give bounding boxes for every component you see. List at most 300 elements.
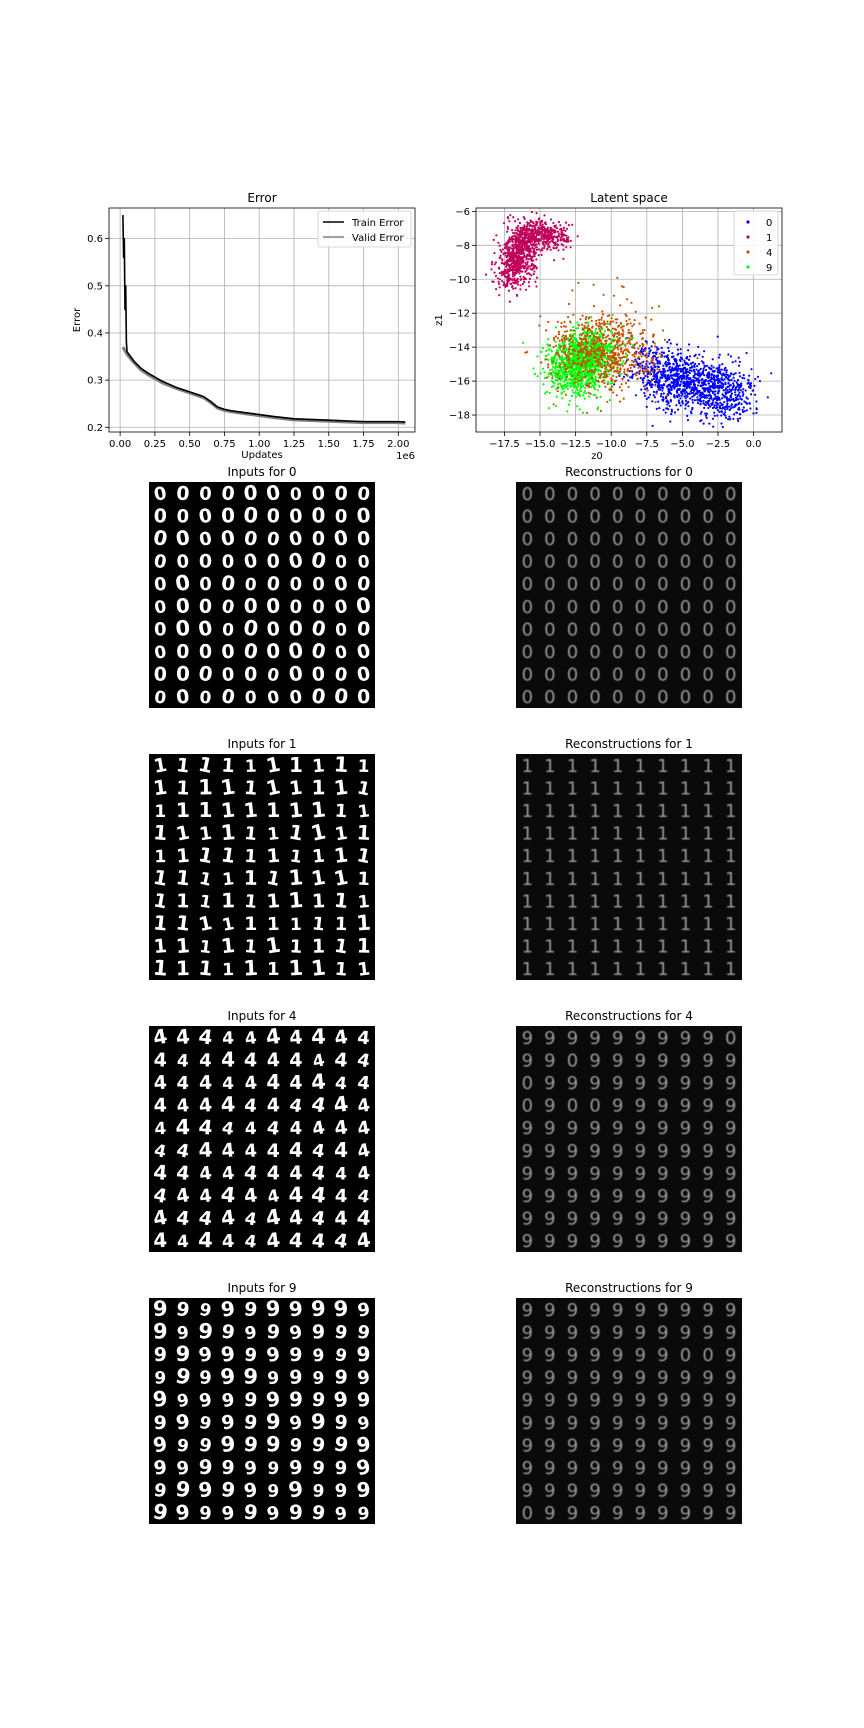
latent-point-0 [721,363,723,365]
latent-point-0 [718,411,720,413]
input-digit: 0 [176,640,190,664]
reconstructed-digit: 0 [657,574,669,596]
latent-point-1 [523,233,525,235]
input-digit: 4 [243,1049,258,1072]
latent-point-1 [524,218,526,220]
latent-point-1 [555,225,557,227]
reconstructed-digit: 0 [611,574,624,596]
latent-point-4 [540,361,542,363]
latent-point-1 [528,281,530,283]
latent-point-0 [742,388,744,390]
latent-point-0 [718,366,720,368]
latent-point-9 [597,389,599,391]
latent-point-1 [507,226,509,228]
latent-point-4 [603,364,605,366]
reconstructed-digit: 9 [679,1027,692,1049]
reconstructed-digit: 1 [611,868,624,890]
latent-point-4 [587,330,589,332]
input-digit: 0 [198,573,213,596]
latent-point-4 [653,334,655,336]
input-digit: 4 [243,1140,258,1163]
reconstructed-digit: 1 [634,823,647,845]
latent-point-4 [585,337,587,339]
latent-point-9 [612,314,614,316]
latent-point-0 [653,391,655,393]
latent-point-4 [561,338,563,340]
latent-point-4 [601,323,603,325]
latent-point-4 [555,352,557,354]
latent-point-4 [650,380,652,382]
latent-point-9 [586,375,588,377]
latent-point-1 [526,229,528,231]
input-digit: 4 [289,1049,303,1072]
latent-point-4 [610,364,612,366]
latent-point-0 [682,375,684,377]
latent-point-1 [517,245,519,247]
latent-point-0 [649,384,651,386]
reconstructed-digit: 0 [544,687,556,709]
latent-point-0 [743,406,745,408]
latent-point-9 [547,354,549,356]
latent-point-9 [572,326,574,328]
input-digit: 4 [335,1164,348,1185]
latent-point-1 [527,241,529,243]
input-digit: 4 [153,1118,167,1140]
input-digit: 1 [309,864,328,891]
latent-point-4 [588,317,590,319]
latent-point-9 [548,407,550,409]
reconstructed-digit: 1 [634,801,647,822]
latent-point-4 [656,368,658,370]
latent-point-1 [538,243,540,245]
latent-point-0 [711,365,713,367]
latent-point-0 [755,412,757,414]
latent-point-0 [684,384,686,386]
latent-point-9 [522,342,524,344]
input-digit: 1 [357,891,371,913]
latent-point-4 [598,381,600,383]
latent-point-4 [587,371,589,373]
reconstructed-digit: 9 [657,1140,669,1162]
latent-point-4 [626,342,628,344]
latent-point-0 [670,342,672,344]
latent-point-4 [594,343,596,345]
latent-point-0 [713,371,715,373]
latent-point-0 [713,412,715,414]
input-digit: 4 [175,1115,191,1140]
latent-point-1 [518,267,520,269]
input-digit: 4 [309,1182,328,1208]
latent-point-4 [563,321,565,323]
latent-point-4 [696,357,698,359]
latent-point-4 [613,371,615,373]
input-digit: 1 [219,797,237,823]
input-digit: 4 [334,1137,349,1162]
input-digit: 1 [334,800,349,823]
latent-point-0 [703,350,705,352]
reconstructed-digit: 1 [702,914,714,935]
latent-point-0 [684,367,686,369]
latent-point-4 [635,364,637,366]
latent-point-0 [689,372,691,374]
input-digit: 1 [151,864,170,891]
input-digit: 0 [152,550,169,574]
panel-title: Reconstructions for 0 [565,465,693,479]
reconstructed-digit: 1 [724,868,737,890]
reconstructed-digit: 0 [702,506,714,528]
latent-point-1 [530,274,532,276]
latent-point-4 [591,332,593,334]
latent-point-0 [720,422,722,424]
latent-point-9 [576,322,578,324]
latent-point-1 [531,263,533,265]
input-digit: 0 [334,620,348,641]
input-digit: 1 [356,820,372,845]
latent-point-1 [554,235,556,237]
latent-point-1 [524,237,526,239]
latent-point-0 [719,364,721,366]
latent-point-4 [599,377,601,379]
latent-point-0 [724,411,726,413]
latent-point-4 [622,351,624,353]
latent-point-4 [630,332,632,334]
reconstructed-digit: 1 [657,936,669,958]
reconstructed-digit: 0 [634,619,647,641]
latent-point-1 [529,254,531,256]
latent-point-0 [694,371,696,373]
latent-point-0 [713,377,715,379]
latent-point-4 [564,351,566,353]
input-digit: 1 [332,934,350,959]
latent-point-1 [564,230,566,232]
latent-point-0 [679,388,681,390]
input-digit: 1 [175,933,191,959]
input-digit: 0 [264,479,282,506]
latent-point-4 [618,371,620,373]
reconstructed-digit: 9 [634,1095,647,1117]
latent-point-4 [633,323,635,325]
latent-point-9 [566,363,568,365]
reconstructed-digit: 0 [657,506,669,528]
reconstructed-digit: 1 [634,891,647,913]
latent-point-1 [557,231,559,233]
latent-point-1 [508,250,510,252]
input-digit: 0 [242,502,260,529]
reconstructed-digit: 9 [521,1118,534,1140]
latent-point-4 [624,373,626,375]
latent-point-9 [588,396,590,398]
latent-point-0 [653,394,655,396]
latent-point-0 [719,399,721,401]
input-digit: 4 [242,1208,259,1231]
input-digit: 1 [242,955,259,981]
latent-point-4 [615,329,617,331]
latent-x-tick-label: −7.5 [634,439,659,450]
latent-point-0 [706,417,708,419]
latent-point-4 [627,350,629,352]
latent-point-0 [735,397,737,399]
reconstructed-digit: 9 [679,1073,692,1094]
input-digit: 4 [151,1183,169,1209]
latent-point-4 [585,356,587,358]
latent-point-4 [650,319,652,321]
latent-point-1 [499,249,501,251]
latent-point-0 [730,384,732,386]
latent-point-1 [519,260,521,262]
latent-point-0 [654,355,656,357]
latent-point-1 [547,239,549,241]
reconstructed-digit: 9 [544,1027,556,1049]
inputs-panel-4 [149,1009,375,1253]
latent-point-0 [700,413,702,415]
latent-point-0 [644,395,646,397]
latent-point-9 [547,348,549,350]
latent-point-4 [585,316,587,318]
latent-point-1 [504,252,506,254]
latent-point-4 [559,366,561,368]
reconstructions-panel-4 [516,1009,742,1252]
latent-point-0 [728,376,730,378]
reconstructed-digit: 0 [544,664,556,686]
latent-point-0 [745,402,747,404]
error-x-tick-label: 1.00 [248,439,271,450]
latent-point-1 [508,274,510,276]
latent-point-1 [520,253,522,255]
latent-point-0 [724,367,726,369]
latent-point-4 [578,357,580,359]
reconstructed-digit: 1 [679,868,692,890]
input-digit: 4 [334,1207,349,1230]
latent-point-9 [561,377,563,379]
input-digit: 4 [221,1028,235,1049]
latent-point-4 [603,334,605,336]
input-digit: 1 [244,756,258,777]
latent-point-0 [695,369,697,371]
latent-point-9 [584,332,586,334]
latent-point-1 [495,288,497,290]
latent-point-1 [509,260,511,262]
reconstructed-digit: 0 [566,642,579,663]
latent-point-4 [623,369,625,371]
reconstructed-digit: 0 [679,551,692,573]
latent-point-1 [512,216,514,218]
latent-legend-marker-0 [746,220,749,223]
latent-point-1 [504,243,506,245]
latent-point-4 [619,368,621,370]
latent-point-0 [733,406,735,408]
latent-point-4 [611,378,613,380]
latent-point-0 [704,390,706,392]
input-digit: 4 [222,1073,235,1095]
latent-point-9 [568,404,570,406]
latent-point-4 [586,352,588,354]
error-x-tick-label: 2.00 [387,439,410,450]
latent-point-0 [702,396,704,398]
latent-point-0 [666,399,668,401]
latent-point-4 [622,335,624,337]
latent-point-0 [680,381,682,383]
latent-point-4 [604,340,606,342]
input-digit: 4 [265,1186,282,1208]
latent-point-0 [676,396,678,398]
reconstructed-digit: 0 [521,642,534,663]
latent-point-1 [498,268,500,270]
latent-point-1 [534,265,536,267]
latent-point-0 [689,355,691,357]
latent-point-0 [739,375,741,377]
input-digit: 4 [310,1161,327,1186]
latent-point-0 [714,394,716,396]
latent-point-0 [686,362,688,364]
reconstructed-digit: 0 [521,506,534,528]
input-digit: 0 [174,685,191,709]
latent-point-0 [674,381,676,383]
reconstructed-digit: 9 [657,1118,669,1140]
input-digit: 1 [220,914,237,936]
input-digit: 1 [311,913,326,936]
input-digit: 0 [356,552,371,574]
latent-point-1 [529,268,531,270]
latent-point-0 [742,391,744,393]
latent-point-1 [543,214,545,216]
reconstructed-digit: 0 [679,664,692,686]
latent-point-1 [548,243,550,245]
latent-point-1 [542,243,544,245]
latent-point-0 [757,376,759,378]
input-digit: 0 [175,661,191,686]
latent-point-1 [538,227,540,229]
latent-x-tick-label: 0.0 [745,439,762,450]
latent-point-1 [508,290,510,292]
latent-point-0 [697,402,699,404]
reconstructed-digit: 1 [702,755,714,777]
latent-point-0 [696,396,698,398]
latent-point-4 [606,326,608,328]
latent-point-0 [767,396,769,398]
latent-point-4 [615,318,617,320]
reconstructed-digit: 9 [702,1027,714,1049]
input-digit: 4 [152,1227,168,1253]
latent-point-4 [646,353,648,355]
latent-point-0 [672,368,674,370]
latent-point-1 [529,278,531,280]
input-digit: 4 [309,1069,327,1095]
reconstructed-digit: 0 [679,529,692,550]
latent-point-4 [646,389,648,391]
input-digit: 0 [220,640,236,664]
latent-point-0 [681,400,683,402]
input-digit: 4 [288,1137,304,1163]
latent-point-0 [705,415,707,417]
input-digit: 1 [355,777,372,801]
reconstructed-digit: 0 [634,642,647,663]
latent-point-0 [725,371,727,373]
latent-point-0 [730,394,732,396]
latent-point-0 [700,400,702,402]
input-digit: 4 [266,1094,281,1117]
latent-point-4 [564,339,566,341]
latent-point-0 [663,392,665,394]
reconstructed-digit: 0 [611,506,624,528]
latent-point-0 [666,386,668,388]
reconstructed-digit: 1 [634,778,647,800]
latent-point-1 [499,245,501,247]
valid-error-legend-label: Valid Error [352,233,404,244]
input-digit: 1 [311,755,326,778]
latent-point-1 [550,249,552,251]
latent-point-0 [717,336,719,338]
latent-point-1 [553,259,555,261]
latent-point-9 [557,383,559,385]
latent-point-4 [590,353,592,355]
latent-point-1 [536,232,538,234]
latent-point-9 [591,384,593,386]
reconstructed-digit: 1 [679,801,692,822]
latent-point-4 [601,310,603,312]
latent-point-0 [665,407,667,409]
latent-point-4 [603,320,605,322]
latent-point-0 [661,389,663,391]
latent-point-0 [739,395,741,397]
latent-point-1 [523,253,525,255]
input-digit: 1 [219,820,237,846]
latent-point-0 [690,362,692,364]
reconstructed-digit: 0 [521,596,534,618]
latent-point-9 [590,357,592,359]
latent-point-1 [566,228,568,230]
input-digit: 4 [333,1116,350,1141]
latent-point-9 [544,377,546,379]
latent-point-0 [649,351,651,353]
latent-point-4 [572,349,574,351]
latent-point-0 [691,366,693,368]
latent-point-4 [582,360,584,362]
latent-point-0 [668,402,670,404]
latent-point-4 [582,327,584,329]
latent-point-1 [544,228,546,230]
latent-point-0 [712,391,714,393]
latent-point-4 [565,356,567,358]
latent-point-4 [654,345,656,347]
latent-point-4 [568,303,570,305]
latent-point-1 [512,256,514,258]
latent-point-1 [498,294,500,296]
latent-point-4 [557,386,559,388]
reconstructed-digit: 9 [521,1050,534,1072]
latent-point-0 [673,375,675,377]
latent-point-4 [631,346,633,348]
latent-point-0 [738,394,740,396]
latent-point-1 [512,232,514,234]
reconstructed-digit: 1 [544,846,556,868]
latent-point-0 [688,359,690,361]
latent-point-0 [750,368,752,370]
latent-point-4 [624,349,626,351]
reconstructed-digit: 0 [566,574,579,596]
reconstructed-digit: 9 [702,1073,714,1094]
latent-point-1 [526,273,528,275]
latent-point-4 [626,354,628,356]
latent-point-4 [627,386,629,388]
latent-point-0 [642,353,644,355]
latent-point-0 [645,363,647,365]
latent-point-0 [733,413,735,415]
latent-point-0 [646,387,648,389]
input-digit: 1 [243,776,259,800]
latent-point-0 [740,398,742,400]
reconstructed-digit: 0 [611,596,624,618]
latent-point-4 [627,370,629,372]
